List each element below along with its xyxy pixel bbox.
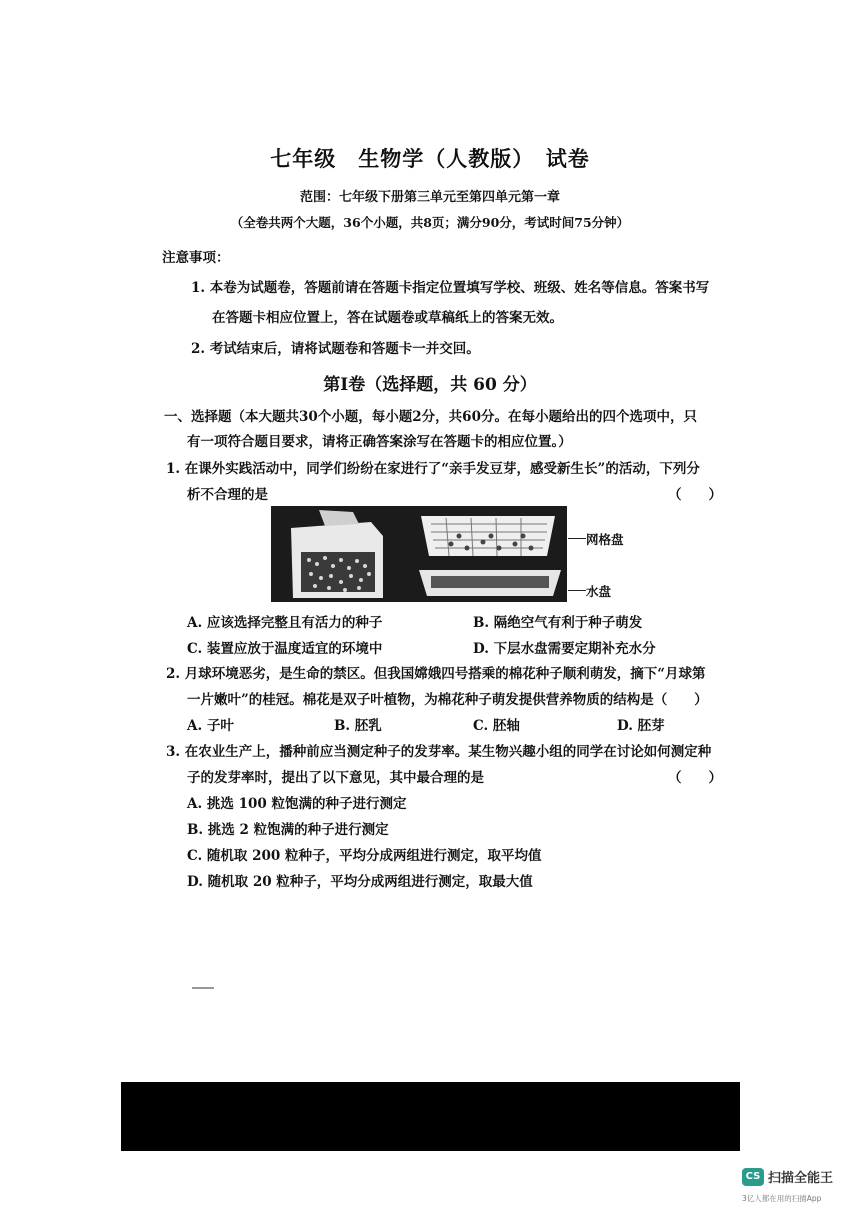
notice-item-1-line-2: 在答题卡相应位置上，答在试题卷或草稿纸上的答案无效。 <box>212 310 563 326</box>
sprouting-setup-illustration <box>271 506 567 602</box>
notice-item-1-line-1: 1. 本卷为试题卷，答题前请在答题卡指定位置填写学校、班级、姓名等信息。答案书写 <box>191 280 710 296</box>
q2-option-d: D. 胚芽 <box>617 718 665 734</box>
q1-stem-line-2: 析不合理的是 <box>187 487 268 503</box>
q1-stem-line-1: 1. 在课外实践活动中，同学们纷纷在家进行了“亲手发豆芽，感受新生长”的活动，下列分 <box>166 461 700 477</box>
notice-item-2: 2. 考试结束后，请将试题卷和答题卡一并交回。 <box>191 341 480 357</box>
q1-option-a: A. 应该选择完整且有活力的种子 <box>187 615 383 631</box>
q3-option-a: A. 挑选 100 粒饱满的种子进行测定 <box>187 796 407 812</box>
exam-scope: 范围：七年级下册第三单元至第四单元第一章 <box>299 190 560 205</box>
q3-option-c: C. 随机取 200 粒种子，平均分成两组进行测定，取平均值 <box>187 848 542 864</box>
water-tray-label: 水盘 <box>586 584 612 599</box>
watermark-brand: 扫描全能王 <box>768 1171 834 1186</box>
mesh-tray-label: 网格盘 <box>586 532 624 547</box>
exam-title: 七年级 生物学（人教版） 试卷 <box>270 146 590 171</box>
q3-answer-paren: （ ） <box>668 770 722 786</box>
section-intro-line-1: 一、选择题（本大题共30个小题，每小题2分，共60分。在每小题给出的四个选项中，只 <box>164 409 697 425</box>
camscanner-logo: CS <box>742 1168 764 1186</box>
q1-answer-paren: （ ） <box>668 487 722 503</box>
scan-artifact-mark <box>192 987 214 989</box>
exam-info: （全卷共两个大题，36个小题，共8页；满分90分，考试时间75分钟） <box>230 215 630 230</box>
q3-stem-line-2: 子的发芽率时，提出了以下意见，其中最合理的是 <box>187 770 484 786</box>
q1-option-d: D. 下层水盘需要定期补充水分 <box>473 641 656 657</box>
q2-option-b: B. 胚乳 <box>334 718 382 734</box>
mesh-tray-leader-line <box>568 538 586 539</box>
q3-option-d: D. 随机取 20 粒种子，平均分成两组进行测定，取最大值 <box>187 874 533 890</box>
q1-option-c: C. 装置应放于温度适宜的环境中 <box>187 641 383 657</box>
q2-option-a: A. 子叶 <box>187 718 234 734</box>
watermark-tagline: 3亿人都在用的扫描App <box>742 1194 822 1203</box>
q2-stem-line-1: 2. 月球环境恶劣，是生命的禁区。但我国嫦娥四号搭乘的棉花种子顺利萌发，摘下“月球第 <box>166 666 706 682</box>
sprouting-setup-figure <box>271 506 567 602</box>
redaction-bar <box>121 1082 740 1151</box>
water-tray-leader-line <box>568 590 586 591</box>
notice-heading: 注意事项： <box>162 250 230 266</box>
q1-option-b: B. 隔绝空气有利于种子萌发 <box>473 615 643 631</box>
section-title: 第Ⅰ卷（选择题，共 60 分） <box>323 375 537 395</box>
q2-stem-line-2: 一片嫩叶”的桂冠。棉花是双子叶植物，为棉花种子萌发提供营养物质的结构是（ ） <box>187 692 708 708</box>
section-intro-line-2: 有一项符合题目要求，请将正确答案涂写在答题卡的相应位置。） <box>187 434 572 450</box>
q2-option-c: C. 胚轴 <box>473 718 520 734</box>
q3-option-b: B. 挑选 2 粒饱满的种子进行测定 <box>187 822 389 838</box>
q3-stem-line-1: 3. 在农业生产上，播种前应当测定种子的发芽率。某生物兴趣小组的同学在讨论如何测定种 <box>166 744 712 760</box>
